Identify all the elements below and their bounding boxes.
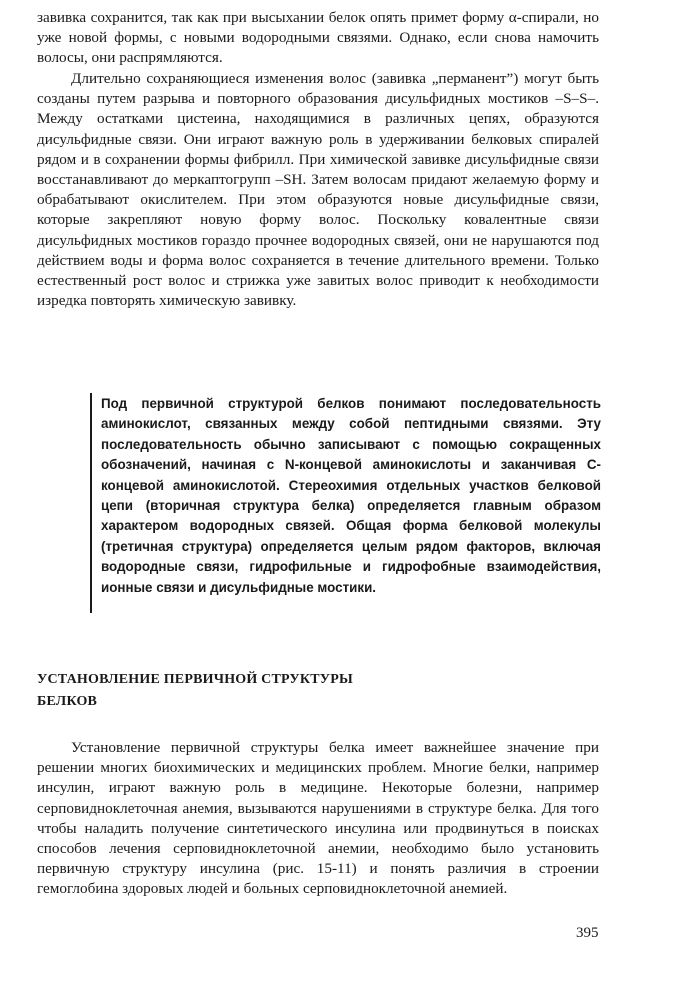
section-heading-line-2: БЕЛКОВ	[37, 694, 98, 709]
page-number: 395	[576, 925, 599, 941]
body-paragraph-perm-wave: Длительно сохраняющиеся изменения волос (завивка „перманент”) могут быть созданы путем разрыва и повторного образования дисульфидных мостиков –S–S–. Между остатками цистеина, находящимися в различных цепях, образуются дисульфидные связи. Они играют важную роль в удерживании белковых спиралей рядом и в сохранении формы фибрилл. При химической завивке дисульфидные связи восстанавливают до меркаптогрупп –SH. Затем волосам придают желаемую форму и обрабатывают окислителем. При этом образуются новые дисульфидные связи, которые закрепляют новую форму волос. Поскольку ковалентные связи дисульфидных мостиков гораздо прочнее водородных связей, они не нарушаются под действием воды и форма волос сохраняется в течение длительного времени. Только естественный рост волос и стрижка уже завитых волос приводит к необходимости изредка повторять химическую завивку.	[37, 70, 599, 310]
summary-box-text: Под первичной структурой белков понимают последовательность аминокислот, связанных между собой пептидными связями. Эту последовательность обычно записывают с помощью сокращенных обозначений, начиная с N-концевой аминокислоты и заканчивая С-концевой аминокислотой. Стереохимия отдельных участков белковой цепи (вторичная структура белка) определяется главным образом характером водородных связей. Общая форма белковой молекулы (третичная структура) определяется целым рядом факторов, включая водородные связи, гидрофильные и гидрофобные взаимодействия, ионные связи и дисульфидные мостики.	[101, 396, 601, 595]
body-paragraph-continuation: завивка сохранится, так как при высыхании белок опять примет форму α-спирали, но уже новой формы, с новыми водородными связями. Однако, если снова намочить волосы, они распрямляются.	[37, 9, 599, 67]
section-heading	[37, 669, 397, 713]
section-heading-line-1: УСТАНОВЛЕНИЕ ПЕРВИЧНОЙ СТРУКТУРЫ	[37, 672, 353, 687]
body-paragraph-primary-structure: Установление первичной структуры белка имеет важнейшее значение при решении многих биохимических и медицинских проблем. Многие белки, например инсулин, играют важную роль в медицине. Некоторые болезни, например серповидноклеточная анемия, вызываются нарушениями в структуре белка. Для того чтобы наладить получение синтетического инсулина или продвинуться в поисках способов лечения серповидноклеточной анемии, необходимо было установить первичную структуру инсулина (рис. 15-11) и понять различия в строении гемоглобина здоровых людей и больных серповидноклеточной анемией.	[37, 739, 599, 898]
summary-box	[90, 393, 604, 613]
